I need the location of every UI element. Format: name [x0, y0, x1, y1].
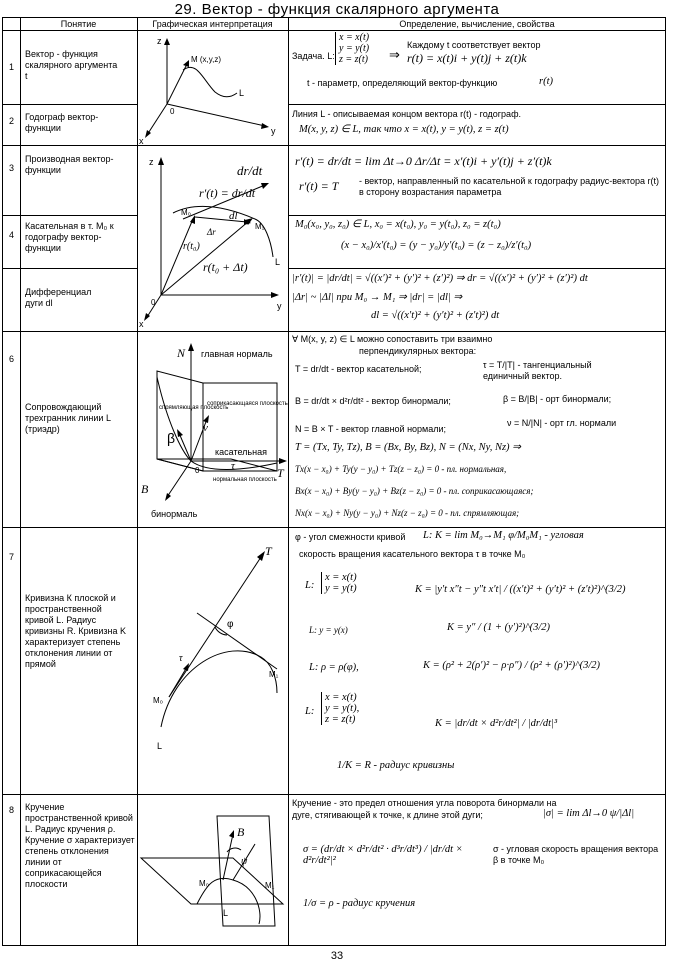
sys-line: z = z(t): [339, 54, 368, 65]
r8-rho: 1/σ = ρ - радиус кручения: [303, 898, 416, 909]
sys-line: x = x(t): [325, 692, 357, 703]
vector-label: B: [141, 482, 149, 496]
row-number: 7: [8, 552, 14, 562]
page-title: 29. Вектор - функция скалярного аргумента: [174, 1, 500, 18]
header-definition: Определение, вычисление, свойства: [399, 19, 555, 29]
axis-label: x: [139, 319, 144, 329]
rect-plane-label: спрямляющая плоскость: [159, 405, 229, 411]
r7-R: 1/K = R - радиус кривизны: [337, 760, 455, 771]
point-label: M₀: [199, 879, 209, 888]
r2-line: Линия L - описываемая концом вектора r(t) - годограф.: [292, 109, 521, 119]
row-divider: [3, 268, 137, 269]
row-divider: [3, 145, 665, 146]
r7-K3: K = (ρ² + 2(ρ′)² − ρ·ρ″) / (ρ² + (ρ′)²)^(3/2): [423, 660, 600, 671]
r7-K: L: K = lim M₀→M₁ φ/M₀M₁ - угловая: [423, 530, 584, 541]
r7-speed: скорость вращения касательного вектора τ в точке M₀: [299, 549, 526, 559]
angle-label: φ: [227, 619, 234, 630]
vector-label: β: [167, 430, 176, 446]
r6-line2: перпендикулярных вектора:: [359, 346, 477, 356]
r6-tau: τ = T/|T| - тангенциальный единичный вектор.: [483, 360, 592, 381]
row-divider: [3, 30, 665, 31]
origin-label: 0: [195, 466, 200, 475]
r6-comp: T = (Tx, Ty, Tz), B = (Bx, By, Bz), N = (Nx, Ny, Nz) ⇒: [295, 442, 521, 453]
row-divider: [288, 215, 665, 216]
derivative-label: r′(t) = dr/dt: [199, 186, 256, 200]
r8-sigma: |σ| = lim Δl→0 ψ/|Δl|: [543, 808, 635, 819]
vector-label: r(t₀ + Δt): [203, 260, 248, 274]
sys-line: y = y(t),: [325, 703, 360, 714]
implies-arrow: ⇒: [389, 47, 400, 62]
axis-label: z: [149, 157, 154, 167]
sys-line: z = z(t): [325, 714, 356, 725]
curve-label: L: [157, 741, 163, 751]
r6-N: N = B × T - вектор главной нормали;: [295, 424, 447, 434]
main-normal-label: главная нормаль: [201, 349, 273, 359]
r5-formula2: |Δr| ~ |Δl| при M₀ → M₁ ⇒ |dr| = |dl| ⇒: [292, 292, 463, 303]
sys-line: x = x(t): [325, 572, 357, 583]
r7-K4: K = |dr/dt × d²r/dt²| / |dr/dt|³: [435, 718, 558, 729]
row-number: 6: [8, 354, 14, 364]
concept-text: Вектор - функция скалярного аргумента t: [25, 49, 118, 81]
r3-T: r′(t) = T: [299, 179, 339, 193]
r6-beta: β = B/|B| - орт бинормали;: [503, 394, 612, 404]
concept-text: Сопровождающий трехгранник линии L (триэдр): [25, 402, 111, 434]
row-divider: [3, 527, 665, 528]
r7-L2: L: y = y(x): [309, 625, 348, 635]
r6-T: T = dr/dt - вектор касательной;: [295, 364, 422, 374]
point-label: M₁: [269, 670, 279, 679]
vector-label: N: [177, 346, 186, 360]
row-number: 2: [8, 116, 14, 126]
col-divider: [288, 18, 289, 945]
col-divider: [20, 18, 21, 945]
r1-param: t - параметр, определяющий вектор-функцию: [307, 78, 498, 88]
vector-label: τ: [179, 653, 183, 664]
torsion-figure: [137, 794, 288, 947]
point-label: M₀: [181, 208, 191, 217]
sys-line: x = x(t): [339, 32, 370, 43]
r7-K2: K = y″ / (1 + (y′)²)^(3/2): [447, 622, 551, 633]
curve-label: L: [223, 908, 229, 918]
r6-eq1: Tx(x − x₀) + Ty(y − y₀) + Tz(z − z₀) = 0 - пл. нормальная,: [295, 464, 507, 474]
row-number: 8: [8, 805, 14, 815]
concept-text: Годограф вектор-функции: [25, 112, 99, 133]
r1-param-vec: r(t): [539, 76, 553, 87]
r7-sys3: [321, 692, 359, 725]
row-divider: [3, 104, 137, 105]
curvature-figure: [137, 527, 288, 794]
concept-text: Касательная в т. M₀ к годографу вектор-функции: [25, 221, 114, 253]
r7-L3: L: ρ = ρ(φ),: [309, 662, 359, 673]
point-label: M₁: [265, 881, 275, 890]
row-divider: [288, 104, 665, 105]
header-concept: Понятие: [60, 19, 97, 29]
derivative-figure: [137, 145, 288, 331]
row-number: 3: [8, 163, 14, 173]
r1-vector: r(t) = x(t)i + y(t)j + z(t)k: [407, 51, 527, 65]
r6-line1: ∀ M(x, y, z) ∈ L можно сопоставить три взаимно: [292, 334, 493, 344]
row-divider: [3, 331, 665, 332]
r6-B: B = dr/dt × d²r/dt² - вектор бинормали;: [295, 396, 451, 406]
tangent-label: касательная: [215, 447, 267, 457]
r4-formula: M₀(x₀, y₀, z₀) ∈ L, x₀ = x(t₀), y₀ = y(t₀), z₀ = z(t₀): [295, 219, 501, 230]
r4-canon: (x − x₀)/x′(t₀) = (y − y₀)/y′(t₀) = (z − z₀)/z′(t₀): [341, 240, 532, 251]
page-number: 33: [330, 950, 344, 962]
vector-label: r(t₀): [183, 241, 200, 252]
vector-label: ν: [203, 422, 208, 434]
param-system: [335, 32, 369, 65]
r5-formula3: dl = √((x′t)² + (y′t)² + (z′t)²) dt: [371, 310, 500, 321]
r1-each: Каждому t соответствует вектор: [407, 40, 541, 50]
curve-label: L: [275, 257, 281, 267]
hodograph-figure: [137, 30, 288, 145]
origin-label: 0: [170, 107, 175, 116]
axis-label: y: [277, 301, 282, 311]
concept-text: Производная вектор-функции: [25, 154, 114, 175]
concept-text: Кручение пространственной кривой L. Радиус кручения ρ. Кручение σ характеризует степень отклонения линии от соприкасающейся плоскости: [25, 802, 135, 889]
vector-label: B: [237, 825, 245, 839]
point-label: M₁: [255, 222, 265, 231]
delta-label: Δr: [207, 227, 216, 237]
r6-eq2: Bx(x − x₀) + By(y − y₀) + Bz(z − z₀) = 0 - пл. соприкасающаяся;: [295, 486, 534, 496]
vector-label: τ: [231, 460, 235, 472]
r3-T-desc: - вектор, направленный по касательной к годографу радиус-вектора r(t) в сторону возрастания параметра: [359, 176, 660, 197]
r2-formula: M(x, y, z) ∈ L, так что x = x(t), y = y(t), z = z(t): [299, 124, 509, 135]
task-label: Задача. L:: [292, 51, 335, 61]
concept-text: Дифференциал дуги dl: [25, 287, 92, 308]
table: [2, 17, 666, 946]
r8-desc: σ - угловая скорость вращения вектора β в точке M₀: [493, 844, 659, 865]
axis-label: z: [157, 36, 162, 46]
axis-label: y: [271, 126, 276, 136]
r5-formula1: |r′(t)| = |dr/dt| = √((x′)² + (y′)² + (z′)²) ⇒ dr = √((x′)² + (y′)² + (z′)²) dt: [292, 273, 588, 284]
r3-formula: r′(t) = dr/dt = lim Δt→0 Δr/Δt = x′(t)i + y′(t)j + z′(t)k: [295, 154, 552, 168]
derivative-label: dr/dt: [237, 163, 263, 178]
r7-L4: L:: [305, 706, 315, 717]
point-label: M₀: [153, 696, 163, 705]
point-label: M (x,y,z): [191, 55, 222, 64]
r7-phi: φ - угол смежности кривой: [295, 532, 406, 542]
r8-line2: дуге, стягивающей к точке, к длине этой дуги;: [292, 810, 483, 820]
r7-sys1: [321, 572, 357, 594]
axis-label: x: [139, 136, 144, 146]
arc-label: dl: [229, 210, 238, 222]
r6-eq3: Nx(x − x₀) + Ny(y − y₀) + Nz(z − z₀) = 0 - пл. спрямляющая;: [295, 508, 520, 518]
curve-label: L: [239, 88, 245, 98]
angle-label: ψ: [241, 856, 248, 867]
concept-text: Кривизна К плоской и пространственной кривой L. Радиус кривизны R. Кривизна K характеризует степень отклонения линии от прямой: [25, 593, 127, 669]
r8-formula: σ = (dr/dt × d²r/dt² · d³r/dt³) / |dr/dt × d²r/dt²|²: [303, 844, 463, 866]
vector-label: T: [265, 544, 272, 558]
osc-plane-label: соприкасающаяся плоскость: [207, 401, 288, 407]
row-number: 4: [8, 230, 14, 240]
r7-L1: L:: [305, 580, 315, 591]
row-divider: [3, 215, 137, 216]
row-number: 1: [8, 62, 14, 72]
row-divider: [3, 794, 665, 795]
vector-label: T: [277, 466, 284, 480]
origin-label: 0: [151, 298, 156, 307]
trihedron-figure: [137, 331, 288, 527]
sys-line: y = y(t): [339, 43, 370, 54]
normal-plane-label: нормальная плоскость: [213, 477, 277, 483]
sys-line: y = y(t): [325, 583, 357, 594]
row-divider: [288, 268, 665, 269]
header-graphic: Графическая интерпретация: [152, 19, 273, 29]
binormal-label: бинормаль: [151, 509, 198, 519]
r7-K1: K = |y′t x″t − y″t x′t| / ((x′t)² + (y′t)² + (z′t)²)^(3/2): [415, 584, 626, 595]
r8-line1: Кручение - это предел отношения угла поворота бинормали на: [292, 798, 557, 808]
r6-nu: ν = N/|N| - орт гл. нормали: [507, 418, 617, 428]
